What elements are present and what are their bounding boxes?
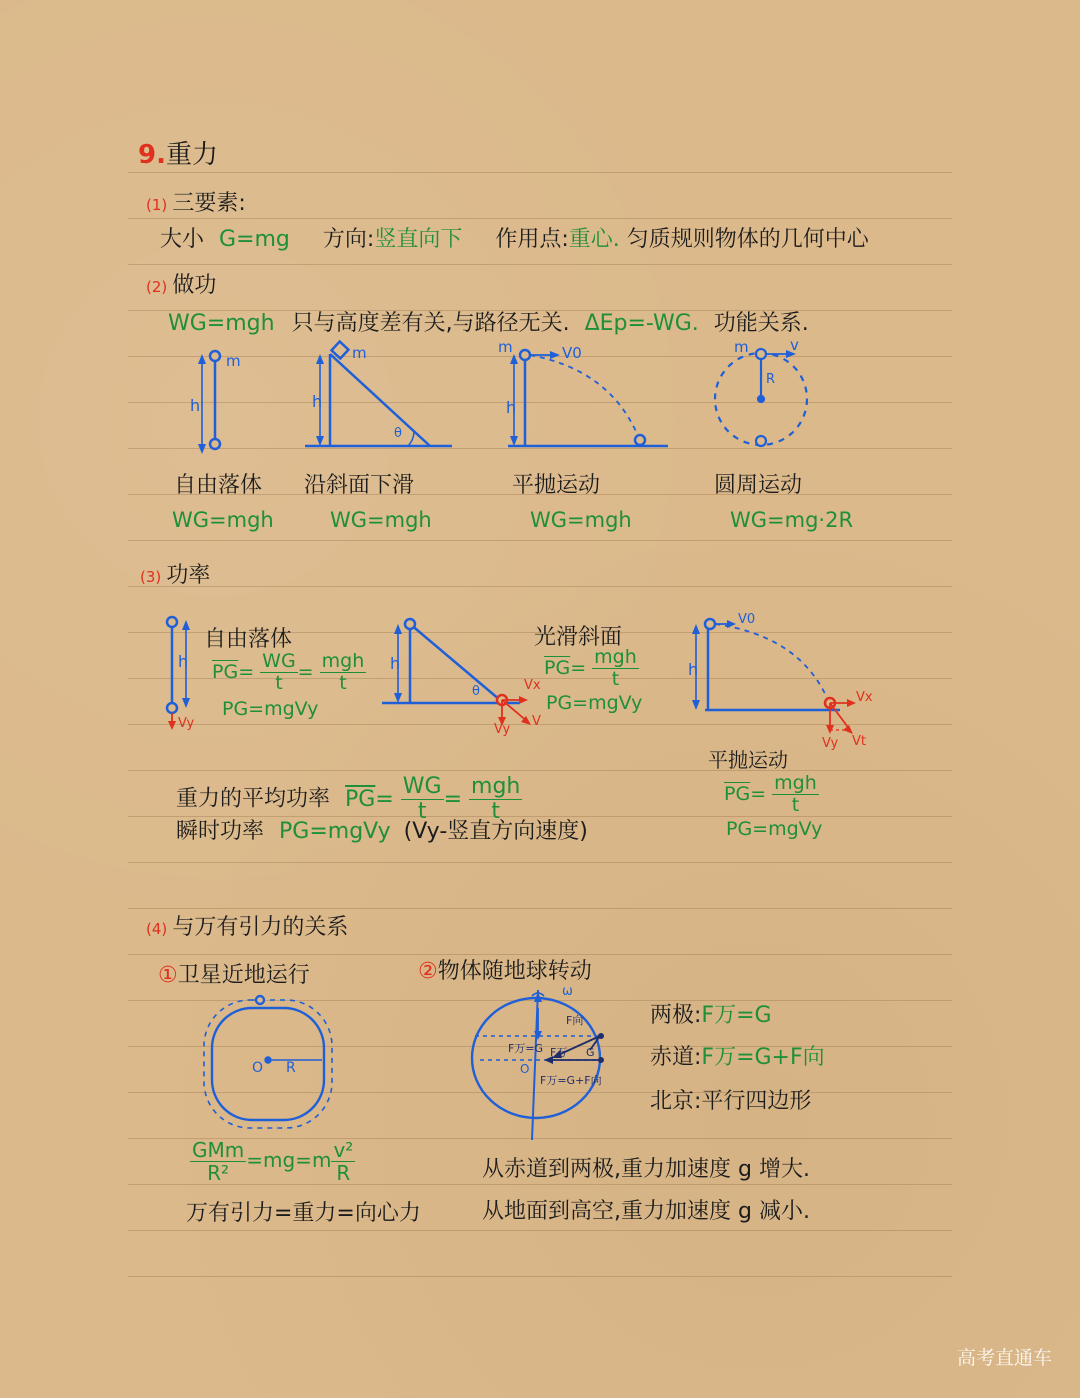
- eq-v2: v²: [333, 1138, 354, 1162]
- case4-formula: WG=mg·2R: [730, 508, 854, 532]
- orbit-o-label: O: [252, 1060, 264, 1076]
- earth-fwan3-label: F万=G+F向: [540, 1074, 602, 1087]
- ff-m-label: m: [226, 352, 241, 370]
- p3-inst: PG=mgVy: [726, 818, 823, 840]
- avg-t: t: [417, 799, 427, 824]
- avg-eq1: =: [375, 786, 394, 812]
- p3-caption: 平抛运动: [708, 748, 788, 772]
- proj-v0-label: V0: [562, 344, 582, 362]
- eq-r2: R²: [207, 1161, 230, 1185]
- gravity-note: 万有引力=重力=向心力: [186, 1201, 421, 1226]
- inst-label: 瞬时功率: [176, 819, 265, 844]
- pf-h-label: h: [178, 652, 189, 671]
- s2-note1: 只与高度差有关,与路径无关.: [291, 311, 570, 336]
- p3-t: t: [791, 794, 800, 816]
- p1-t: t: [275, 672, 283, 694]
- title-number: 9.: [138, 140, 166, 170]
- size-value: G=mg: [219, 227, 290, 252]
- p1-wg: WG: [262, 650, 296, 672]
- s4-number: (4): [146, 920, 168, 938]
- s2-note2: 功能关系.: [713, 311, 809, 336]
- case1-caption: 自由落体: [174, 473, 263, 498]
- s2-number: (2): [146, 278, 168, 296]
- poles-line: [650, 998, 772, 1029]
- p1-t2: t: [339, 672, 347, 694]
- pp-v0-label: V0: [738, 612, 756, 627]
- case3-caption: 平抛运动: [512, 473, 601, 498]
- point-label: 作用点:: [495, 227, 569, 252]
- avg-label: 重力的平均功率: [176, 786, 331, 812]
- pi-theta-label: θ: [472, 684, 480, 699]
- sub2-text: 物体随地球转动: [437, 959, 592, 984]
- inst-note: (Vy-竖直方向速度): [403, 819, 588, 844]
- p1-inst: PG=mgVy: [222, 698, 319, 720]
- p2-mgh: mgh: [594, 646, 637, 668]
- case1-formula: WG=mgh: [172, 508, 274, 532]
- sub1-text: 卫星近地运行: [177, 963, 310, 988]
- earth-fwan2-label: F万: [550, 1046, 568, 1059]
- pf-vy-label: Vy: [178, 716, 195, 731]
- s3-number: (3): [140, 568, 162, 586]
- pp-vt-label: Vt: [852, 734, 866, 749]
- satellite-orbit-diagram: [204, 996, 332, 1128]
- pp-vy-label: Vy: [822, 736, 839, 751]
- p2-inst: PG=mgVy: [546, 692, 643, 714]
- watermark: 高考直通车: [956, 1347, 1052, 1369]
- equator-label: 赤道:: [650, 1045, 702, 1070]
- avg-mgh: mgh: [471, 774, 521, 799]
- inc-m-label: m: [352, 344, 367, 362]
- conclusion-2: 从地面到高空,重力加速度 g 减小.: [482, 1199, 810, 1224]
- circ-v-label: v: [790, 336, 799, 354]
- avg-p: $\overline{PG}$: [345, 786, 376, 812]
- title-text: 重力: [165, 140, 218, 170]
- pi-vx-label: Vx: [524, 678, 541, 693]
- beijing-line: 北京:平行四边形: [650, 1089, 812, 1114]
- proj-m-label: m: [498, 338, 513, 356]
- s1-number: (1): [146, 196, 168, 214]
- p2-t: t: [611, 668, 620, 690]
- eq-gmm: GMm: [192, 1138, 245, 1162]
- conclusion-1: 从赤道到两极,重力加速度 g 增大.: [482, 1157, 810, 1182]
- earth-o-label: O: [520, 1062, 530, 1076]
- dir-label: 方向:: [322, 227, 375, 252]
- s4-heading-text: 与万有引力的关系: [172, 915, 349, 940]
- p3-mgh: mgh: [774, 772, 817, 794]
- s3-heading-text: 功率: [166, 563, 211, 588]
- equator-line: [650, 1040, 825, 1071]
- pi-h-label: h: [390, 654, 401, 673]
- circ-m-label: m: [734, 338, 749, 356]
- eq-frac1: [190, 1140, 246, 1183]
- pi-v-label: V: [532, 714, 541, 729]
- point-value: 重心.: [568, 227, 620, 252]
- ff-h-label: h: [190, 396, 201, 415]
- earth-w-label: ω: [562, 984, 573, 999]
- s2-formula: WG=mgh: [168, 311, 275, 336]
- p1-caption: 自由落体: [204, 627, 293, 652]
- pp-h-label: h: [688, 660, 699, 679]
- eq-frac2: [331, 1140, 355, 1183]
- inst-formula: PG=mgVy: [279, 819, 391, 844]
- case2-caption: 沿斜面下滑: [304, 473, 415, 498]
- p2-caption: 光滑斜面: [534, 625, 623, 650]
- sub1-num: ①: [158, 963, 178, 988]
- p2-pbar: $\overline{PG}$: [544, 657, 571, 679]
- poles-label: 两极:: [650, 1003, 702, 1028]
- s2-heading-text: 做功: [172, 273, 217, 298]
- s1-heading-text: 三要素:: [172, 191, 246, 216]
- point-note: 匀质规则物体的几何中心: [626, 227, 869, 252]
- orbit-r-label: R: [286, 1060, 296, 1076]
- inc-h-label: h: [312, 392, 323, 411]
- pi-vy-label: Vy: [494, 722, 511, 737]
- pp-vx-label: Vx: [856, 690, 873, 705]
- eq-mid: =mg=m: [246, 1148, 332, 1172]
- size-label: 大小: [160, 227, 205, 252]
- p1-mgh: mgh: [321, 650, 365, 672]
- poles-formula: F万=G: [701, 1003, 772, 1028]
- p1-eq2: =: [297, 661, 314, 683]
- earth-fwan1-label: F万=G: [508, 1042, 544, 1055]
- case4-caption: 圆周运动: [714, 473, 803, 498]
- p2-eq1: =: [570, 657, 587, 679]
- s2-formula2: ΔEp=-WG.: [584, 311, 699, 336]
- case3-formula: WG=mgh: [530, 508, 632, 532]
- inc-theta-label: θ: [394, 426, 402, 441]
- avg-t2: t: [491, 799, 501, 824]
- eq-r: R: [336, 1161, 351, 1185]
- p1-pbar: $\overline{PG}$: [212, 661, 239, 683]
- case2-formula: WG=mgh: [330, 508, 432, 532]
- p3-pbar: $\overline{PG}$: [724, 783, 751, 805]
- sub2-num: ②: [418, 959, 438, 984]
- earth-g-label: G: [586, 1046, 595, 1059]
- avg-eq2: =: [443, 786, 463, 812]
- p1-eq1: =: [238, 661, 255, 683]
- avg-wg: WG: [402, 774, 442, 799]
- earth-fxiang-label: F向: [566, 1014, 584, 1027]
- proj-h-label: h: [506, 398, 517, 417]
- gravity-equation: [190, 1140, 355, 1183]
- circ-r-label: R: [766, 372, 776, 387]
- p3-eq1: =: [750, 783, 767, 805]
- equator-formula: F万=G+F向: [701, 1045, 825, 1070]
- earth-rotation-diagram: [472, 990, 604, 1140]
- dir-value: 竖直向下: [374, 227, 463, 252]
